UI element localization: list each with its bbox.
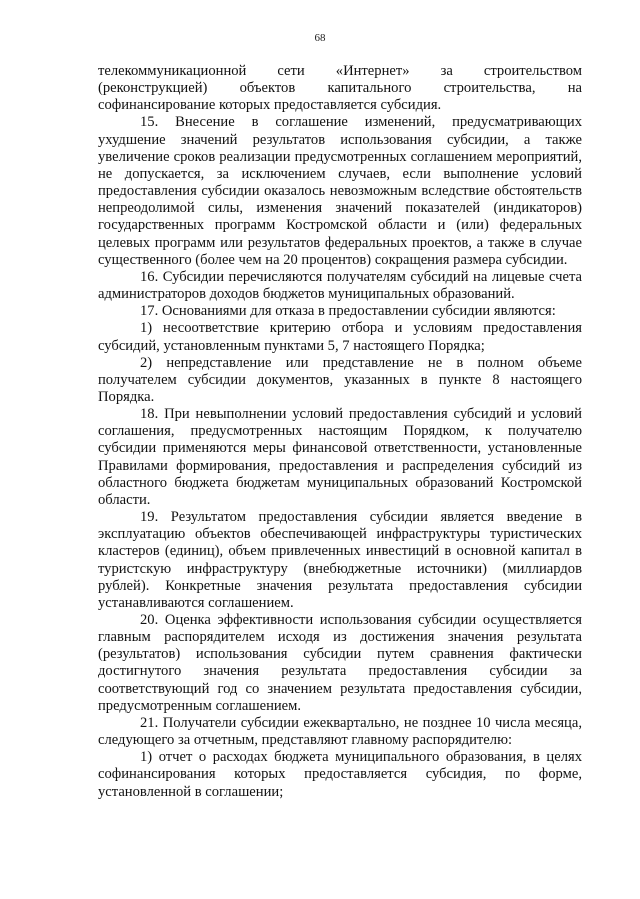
paragraph-21: 21. Получатели субсидии ежеквартально, не позднее 10 числа месяца, следующего за отчетным, представляют главному распорядителю:	[98, 714, 582, 749]
paragraph-18: 18. При невыполнении условий предоставления субсидий и условий соглашения, предусмотренных настоящим Порядком, к получателю субсидии применяются меры финансовой ответственности, установленные Правилами формирования, предоставления и распределения субсидий из областного бюджета бюджетам муниципальных образований Костромской области.	[98, 406, 582, 508]
paragraph-16: 16. Субсидии перечисляются получателям субсидий на лицевые счета администраторов доходов бюджетов муниципальных образований.	[98, 268, 582, 303]
paragraph-21-item-1: 1) отчет о расходах бюджета муниципального образования, в целях софинансирования которых предоставляется субсидия, по форме, установленной в соглашении;	[98, 749, 582, 800]
paragraph-continuation: телекоммуникационной сети «Интернет» за строительством (реконструкцией) объектов капитального строительства, на софинансирование которых предоставляется субсидия.	[98, 63, 582, 114]
document-body	[98, 63, 582, 801]
paragraph-17-item-2: 2) непредставление или представление не в полном объеме получателем субсидии документов, указанных в пункте 8 настоящего Порядка.	[98, 354, 582, 405]
paragraph-17-item-1: 1) несоответствие критерию отбора и условиям предоставления субсидий, установленным пунктами 5, 7 настоящего Порядка;	[98, 320, 582, 354]
paragraph-17: 17. Основаниями для отказа в предоставлении субсидии являются:	[140, 303, 556, 320]
paragraph-19: 19. Результатом предоставления субсидии является введение в эксплуатацию объектов обеспечивающей инфраструктуры туристических кластеров (единиц), объем привлеченных инвестиций в основной капитал в туристскую инфраструктуру (внебюджетные источники) (миллиардов рублей). Конкретные значения результата предоставления субсидии устанавливаются соглашением.	[98, 509, 582, 611]
paragraph-15: 15. Внесение в соглашение изменений, предусматривающих ухудшение значений результатов использования субсидии, а также увеличение сроков реализации предусмотренных соглашением мероприятий, не допускается, за исключением случаев, если выполнение условий предоставления субсидии оказалось невозможным вследствие обстоятельств непреодолимой силы, изменения значений показателей (индикаторов) государственных программ Костромской области и (или) федеральных целевых программ или результатов федеральных проектов, а также в случае существенного (более чем на 20 процентов) сокращения размера субсидии.	[98, 114, 582, 268]
paragraph-20: 20. Оценка эффективности использования субсидии осуществляется главным распорядителем исходя из достижения значения результата (результатов) использования субсидии путем сравнения фактически достигнутого значения результата предоставления субсидии за соответствующий год со значением результата предоставления субсидии, предусмотренным соглашением.	[98, 612, 582, 714]
page-number: 68	[314, 32, 326, 44]
